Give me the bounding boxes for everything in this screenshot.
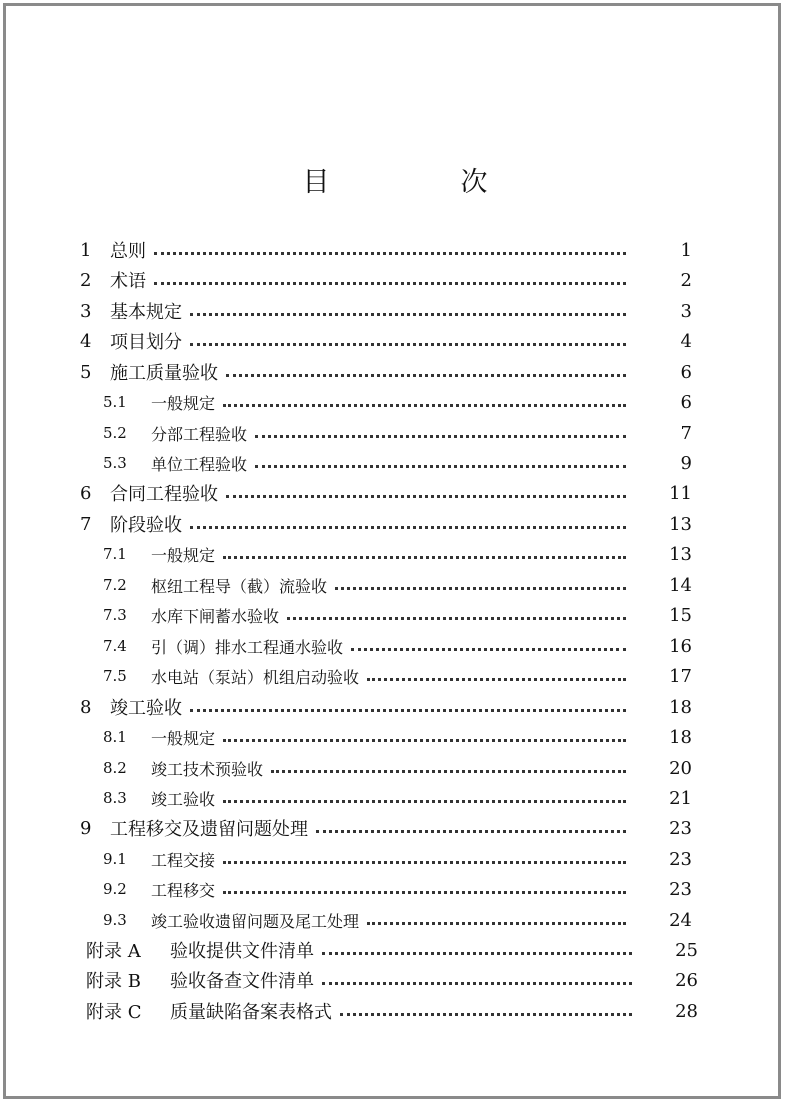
toc-entry[interactable]: [0, 327, 790, 355]
toc-entry-number: 7.5: [103, 667, 127, 685]
toc-entry[interactable]: [0, 266, 790, 294]
toc-entry[interactable]: [0, 966, 790, 994]
toc-entry-number: 7.4: [103, 637, 127, 655]
toc-entry-number: 7.3: [103, 606, 127, 624]
toc-entry-page-number: 23: [669, 817, 692, 839]
toc-entry-number: 6: [80, 482, 92, 504]
toc-dot-leader: [255, 465, 626, 468]
toc-entry-page-number: 28: [675, 1000, 698, 1022]
toc-entry-number: 附录 B: [86, 971, 141, 992]
toc-entry[interactable]: [0, 479, 790, 507]
toc-entry-label: 一般规定: [151, 545, 216, 565]
toc-entry-page-number: 3: [680, 300, 692, 322]
toc-entry[interactable]: [0, 388, 790, 416]
toc-entry-label: 引（调）排水工程通水验收: [151, 637, 344, 657]
toc-dot-leader: [322, 952, 632, 955]
toc-entry[interactable]: [0, 449, 790, 477]
toc-entry-label: 项目划分: [110, 332, 182, 353]
toc-entry-label: 水电站（泵站）机组启动验收: [151, 667, 360, 687]
toc-dot-leader: [223, 404, 626, 407]
toc-entry-page-number: 18: [669, 696, 692, 718]
toc-entry-page-number: 7: [680, 422, 692, 444]
toc-entry-label: 枢纽工程导（截）流验收: [151, 576, 328, 596]
toc-entry-label: 质量缺陷备案表格式: [170, 1002, 332, 1023]
toc-entry-number: 5: [80, 361, 92, 383]
toc-entry-page-number: 2: [680, 269, 692, 291]
toc-entry-number: 5.1: [103, 393, 127, 411]
toc-entry-page-number: 23: [669, 848, 692, 870]
toc-entry-page-number: 6: [680, 361, 692, 383]
toc-entry-page-number: 11: [669, 482, 692, 504]
toc-entry-number: 9.1: [103, 850, 127, 868]
page-title: 目 次: [302, 167, 540, 198]
toc-dot-leader: [223, 891, 626, 894]
toc-dot-leader: [154, 282, 626, 285]
toc-entry-label: 一般规定: [151, 728, 216, 748]
toc-entry-label: 总则: [110, 241, 146, 262]
toc-dot-leader: [316, 830, 626, 833]
toc-entry-page-number: 26: [675, 969, 698, 991]
toc-entry-number: 附录 A: [86, 941, 141, 962]
toc-entry[interactable]: [0, 236, 790, 264]
toc-entry[interactable]: [0, 754, 790, 782]
toc-entry-number: 8.1: [103, 728, 127, 746]
toc-dot-leader: [322, 982, 632, 985]
toc-entry-number: 7: [80, 513, 92, 535]
toc-entry-page-number: 13: [669, 543, 692, 565]
toc-dot-leader: [190, 343, 626, 346]
toc-entry-label: 验收提供文件清单: [170, 941, 314, 962]
toc-entry-page-number: 13: [669, 513, 692, 535]
toc-entry[interactable]: [0, 784, 790, 812]
toc-entry-number: 8.3: [103, 789, 127, 807]
toc-entry-page-number: 20: [669, 757, 692, 779]
toc-entry-label: 分部工程验收: [151, 424, 248, 444]
toc-entry-page-number: 17: [669, 665, 692, 687]
toc-entry-page-number: 4: [680, 330, 692, 352]
toc-dot-leader: [351, 648, 626, 651]
toc-dot-leader: [340, 1013, 632, 1016]
toc-entry-label: 工程移交: [151, 880, 216, 900]
toc-dot-leader: [223, 861, 626, 864]
toc-entry-number: 3: [80, 300, 92, 322]
toc-dot-leader: [190, 526, 626, 529]
toc-dot-leader: [335, 587, 626, 590]
toc-entry-label: 验收备查文件清单: [170, 971, 314, 992]
toc-entry[interactable]: [0, 601, 790, 629]
toc-entry-label: 竣工验收: [110, 698, 182, 719]
toc-dot-leader: [154, 252, 626, 255]
toc-dot-leader: [367, 922, 626, 925]
toc-entry-number: 2: [80, 269, 92, 291]
toc-entry-number: 9.2: [103, 880, 127, 898]
toc-dot-leader: [190, 313, 626, 316]
toc-entry-label: 工程交接: [151, 850, 216, 870]
toc-entry-page-number: 6: [680, 391, 692, 413]
toc-entry[interactable]: [0, 845, 790, 873]
toc-dot-leader: [226, 495, 626, 498]
toc-entry-page-number: 14: [669, 574, 692, 596]
toc-entry-label: 工程移交及遗留问题处理: [110, 819, 308, 840]
toc-entry[interactable]: [0, 297, 790, 325]
toc-entry-label: 水库下闸蓄水验收: [151, 606, 280, 626]
toc-entry[interactable]: [0, 814, 790, 842]
toc-entry-page-number: 9: [680, 452, 692, 474]
toc-dot-leader: [287, 617, 626, 620]
toc-entry-label: 一般规定: [151, 393, 216, 413]
toc-entry[interactable]: [0, 419, 790, 447]
toc-entry-page-number: 24: [669, 909, 692, 931]
toc-entry-number: 4: [80, 330, 92, 352]
toc-entry-page-number: 25: [675, 939, 698, 961]
toc-entry-number: 9: [80, 817, 92, 839]
toc-entry-number: 1: [80, 239, 92, 261]
toc-entry[interactable]: [0, 997, 790, 1025]
toc-entry-page-number: 18: [669, 726, 692, 748]
toc-entry-label: 单位工程验收: [151, 454, 248, 474]
toc-dot-leader: [223, 800, 626, 803]
toc-dot-leader: [190, 709, 626, 712]
toc-entry-page-number: 16: [669, 635, 692, 657]
toc-entry[interactable]: [0, 510, 790, 538]
toc-entry-number: 5.2: [103, 424, 127, 442]
toc-entry-label: 施工质量验收: [110, 363, 218, 384]
toc-entry-page-number: 23: [669, 878, 692, 900]
toc-entry[interactable]: [0, 632, 790, 660]
toc-entry-number: 5.3: [103, 454, 127, 472]
toc-entry[interactable]: [0, 906, 790, 934]
toc-entry[interactable]: [0, 723, 790, 751]
toc-dot-leader: [226, 374, 626, 377]
toc-entry-label: 术语: [110, 271, 146, 292]
toc-entry-number: 7.1: [103, 545, 127, 563]
toc-entry[interactable]: [0, 571, 790, 599]
toc-entry[interactable]: [0, 662, 790, 690]
toc-dot-leader: [255, 435, 626, 438]
toc-entry-number: 附录 C: [86, 1002, 142, 1023]
toc-entry-page-number: 15: [669, 604, 692, 626]
toc-entry-label: 合同工程验收: [110, 484, 218, 505]
toc-entry-label: 竣工验收: [151, 789, 216, 809]
toc-entry-number: 7.2: [103, 576, 127, 594]
toc-entry-page-number: 21: [669, 787, 692, 809]
toc-entry-number: 9.3: [103, 911, 127, 929]
toc-entry-label: 阶段验收: [110, 515, 182, 536]
toc-entry-page-number: 1: [680, 239, 692, 261]
toc-entry[interactable]: [0, 693, 790, 721]
toc-entry[interactable]: [0, 358, 790, 386]
toc-entry[interactable]: [0, 936, 790, 964]
toc-dot-leader: [223, 556, 626, 559]
toc-entry-label: 竣工技术预验收: [151, 759, 264, 779]
toc-dot-leader: [223, 739, 626, 742]
toc-entry[interactable]: [0, 540, 790, 568]
toc-entry-label: 竣工验收遗留问题及尾工处理: [151, 911, 360, 931]
toc-entry-number: 8.2: [103, 759, 127, 777]
toc-entry[interactable]: [0, 875, 790, 903]
toc-entry-number: 8: [80, 696, 92, 718]
toc-dot-leader: [271, 770, 626, 773]
toc-entry-label: 基本规定: [110, 302, 182, 323]
toc-dot-leader: [367, 678, 626, 681]
